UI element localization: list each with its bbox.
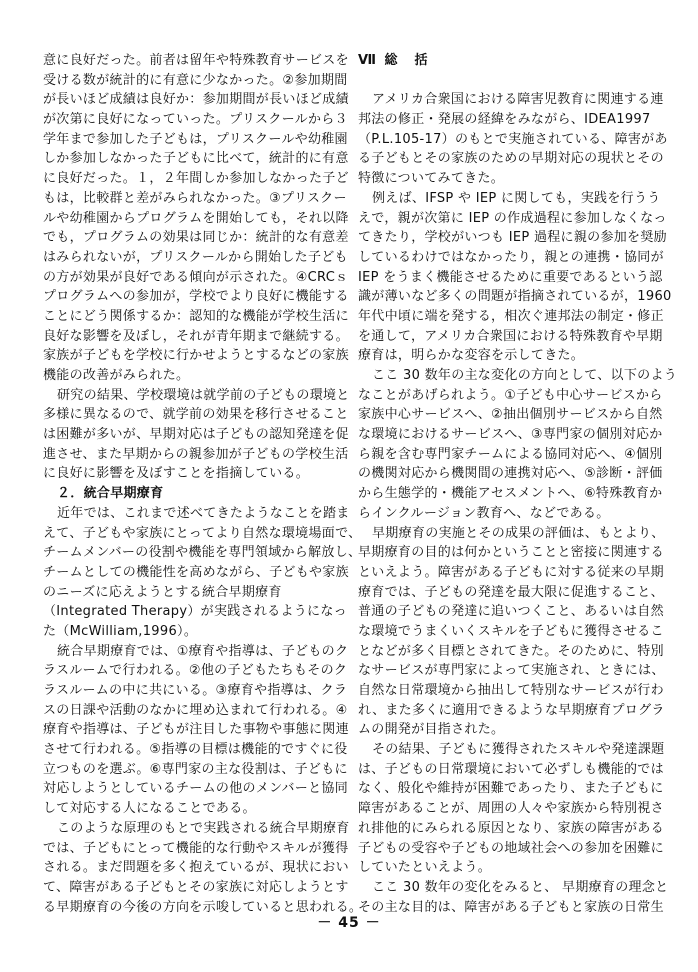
- text-line: ルや幼稚園からプログラムを開始しても，それ以降: [43, 210, 349, 226]
- text-line: な環境でうまくいくスキルを子どもに獲得させるこ: [358, 623, 664, 639]
- text-line: 対応しようとしているチームの他のメンバーと協同: [43, 781, 348, 797]
- text-line: していたといえよう。: [358, 860, 492, 876]
- text-line: させて行われる。⑤指導の目標は機能的ですぐに役: [43, 742, 348, 758]
- text-line: ここ 30 数年の主な変化の方向として、以下のよう: [372, 368, 678, 383]
- text-line: は困難が多いが、早期対応は子どもの認知発達を促: [43, 427, 349, 443]
- text-line: 障害があることが、周囲の人々や家族から特別視さ: [358, 801, 664, 817]
- text-line: はみられないが，プリスクールから開始した子ども: [43, 249, 348, 265]
- text-line: のニーズに応えようとする統合早期療育: [43, 584, 282, 600]
- text-line: の方が効果が良好である傾向が示された。④CRCｓ: [43, 269, 349, 285]
- text-line: 近年では、これまで述べてきたようなことを踏ま: [57, 505, 350, 521]
- text-line: 受ける数が統計的に有意に少なかった。②参加期間: [43, 72, 348, 88]
- text-line: 研究の結果、学校環境は就学前の子どもの環境と: [57, 387, 350, 403]
- text-line: となどが多く目標とされてきた。そのために、特別: [358, 643, 664, 659]
- text-line: ことにどう関係するか：認知的な機能が学校生活に: [43, 308, 349, 324]
- text-line: 統合早期療育では、①療育や指導は、子どものク: [57, 643, 349, 659]
- text-line: を通して，アメリカ合衆国における特殊教育や早期: [358, 328, 663, 344]
- text-line: しているわけではなかったり，親との連携・協同が: [358, 249, 664, 265]
- text-line: といえよう。障害がある子どもに対する従来の早期: [358, 564, 664, 580]
- text-line: てきたり，学校がいつも IEP 過程に親の参加を奨励: [358, 230, 667, 246]
- text-line: る早期療育の今後の方向を示唆していると思われる。: [43, 899, 363, 915]
- text-line: 自然な日常環境から抽出して特別なサービスが行わ: [358, 683, 664, 698]
- text-line: 識が薄いなど多くの問題が指摘されているが，1960: [358, 289, 672, 305]
- subsection-heading: ２．統合早期療育: [57, 486, 164, 502]
- text-line: チームとしての機能性を高めながら、子どもや家族: [43, 564, 349, 580]
- text-line: （Integrated Therapy）が実践されるようになっ: [43, 604, 347, 620]
- text-line: 良好な影響を及ぼし，それが青年期まで継続する。: [43, 328, 349, 344]
- text-line: もは，比較群と差がみられなかった。③プリスクー: [43, 190, 347, 206]
- text-line: しか参加しなかった子どもに比べて，統計的に有意: [43, 151, 349, 167]
- text-line: らインクルージョン教育へ、などである。: [358, 505, 610, 521]
- text-line: なサービスが専門家によって実施され、ときには、: [358, 663, 665, 679]
- text-line: 多様に異なるので、就学前の効果を移行させること: [43, 407, 349, 423]
- section-title: Ⅶ 総 括: [358, 53, 430, 68]
- text-line: の機関対応から機関間の連携対応へ、⑤診断・評価: [358, 466, 663, 482]
- text-line: スの日課や活動のなかに埋め込まれて行われる。④: [43, 702, 348, 718]
- left-column: [43, 51, 363, 917]
- text-line: なことがあげられよう。①子ども中心サービスから: [358, 387, 663, 403]
- text-line: 家族が子どもを学校に行かせようとするなどの家族: [43, 348, 349, 364]
- text-line: 進させ、また早期からの親参加が子どもの学校生活: [43, 446, 349, 462]
- text-line: な環境におけるサービスへ、③専門家の個別対応か: [358, 427, 663, 443]
- text-line: して対応する人になることである。: [43, 801, 256, 817]
- text-line: えで，親が次第に IEP の作成過程に参加しなくなっ: [358, 210, 667, 226]
- text-line: ムの開発が目指された。: [358, 722, 505, 738]
- text-line: 意に良好だった。前者は留年や特殊教育サービスを: [43, 53, 349, 68]
- text-line: ラスルームで行われる。②他の子どもたちもそのク: [43, 663, 348, 679]
- text-line: から生態学的・機能アセスメントへ、⑥特殊教育か: [358, 486, 663, 502]
- text-line: このような原理のもとで実践される統合早期療育: [57, 820, 350, 836]
- text-line: えて、子どもや家族にとってより自然な環境場面で、: [43, 525, 362, 541]
- text-line: に良好だった。１，２年間しか参加しなかった子ど: [43, 171, 349, 187]
- text-line: される。まだ問題を多く抱えているが、現状におい: [43, 860, 349, 876]
- text-line: て、障害がある子どもとその家族に対応しようとす: [43, 879, 349, 895]
- text-line: 邦法の修正・発展の経緯をみながら、IDEA1997: [358, 112, 651, 128]
- text-line: 学年まで参加した子どもは，プリスクールや幼稚園: [43, 131, 348, 147]
- text-line: 療育や指導は、子どもが注目した事物や事態に関連: [43, 722, 349, 738]
- text-line: チームメンバーの役割や機能を専門領域から解放し、: [43, 545, 362, 561]
- text-line: 普通の子どもの発達に追いつくこと、あるいは自然: [358, 604, 664, 620]
- text-line: IEP をうまく機能させるために重要であるという認: [358, 269, 663, 285]
- text-line: でも，プログラムの効果は同じか：統計的な有意差: [43, 230, 349, 246]
- text-line: 療育では、子どもの発達を最大限に促進すること、: [358, 584, 664, 600]
- text-line: れ排他的にみられる原因となり、家族の障害がある: [358, 820, 664, 836]
- text-line: その主な目的は、障害がある子どもと家族の日常生: [358, 899, 664, 915]
- text-line: プログラムへの参加が，学校でより良好に機能する: [43, 289, 349, 305]
- text-line: ラスルームの中に共にいる。③療育や指導は、クラ: [43, 683, 348, 698]
- text-line: 早期療育の目的は何かということと密接に関連する: [358, 545, 664, 561]
- text-line: 立つものを選ぶ。⑥専門家の主な役割は、子どもに: [43, 761, 348, 777]
- text-line: （P.L.105-17）のもとで実施されている、障害があ: [358, 131, 668, 147]
- text-line: 特徴についてみてきた。: [358, 171, 505, 187]
- text-line: に良好に影響を及ぼすことを指摘している。: [43, 466, 310, 482]
- text-line: る子どもとその家族のための早期対応の現状とその: [358, 151, 664, 167]
- text-line: その結果、子どもに獲得されたスキルや発達課題: [372, 742, 665, 758]
- text-line: 年代中頃に端を発する，相次ぐ連邦法の制定・修正: [358, 308, 664, 324]
- text-line: 療育は，明らかな変容を示してきた。: [358, 348, 585, 364]
- text-line: ら親を含む専門家チームによる協同対応へ、④個別: [358, 446, 663, 462]
- text-line: が次第に良好になっていった。プリスクールから３: [43, 112, 348, 128]
- text-line: 家族中心サービスへ、②抽出個別サービスから自然: [358, 407, 663, 423]
- text-line: 早期療育の実施とその成果の評価は、もとより、: [372, 525, 665, 541]
- text-line: 子どもの受容や子どもの地域社会への参加を困難に: [358, 840, 664, 856]
- text-line: れ、また多くに適用できるような早期療育プログラ: [358, 702, 665, 718]
- text-line: アメリカ合衆国における障害児教育に関連する連: [372, 92, 664, 108]
- text-line: が長いほど成績は良好か：参加期間が長いほど成績: [43, 92, 349, 108]
- text-line: なく、般化や維持が困難であったり、また子どもに: [358, 781, 664, 797]
- text-line: ここ 30 数年の変化をみると、 早期療育の理念と: [372, 879, 669, 895]
- text-line: た（McWilliam,1996）。: [43, 623, 198, 639]
- right-column: [358, 51, 678, 917]
- text-line: 機能の改善がみられた。: [43, 368, 190, 383]
- text-line: 例えば、IFSP や IEP に関しても，実践を行うう: [372, 190, 661, 206]
- text-line: では、子どもにとって機能的な行動やスキルが獲得: [43, 840, 349, 856]
- page-number: － 45 －: [317, 915, 381, 931]
- section-gap: [358, 71, 656, 91]
- text-line: は、子どもの日常環境において必ずしも機能的では: [358, 761, 664, 777]
